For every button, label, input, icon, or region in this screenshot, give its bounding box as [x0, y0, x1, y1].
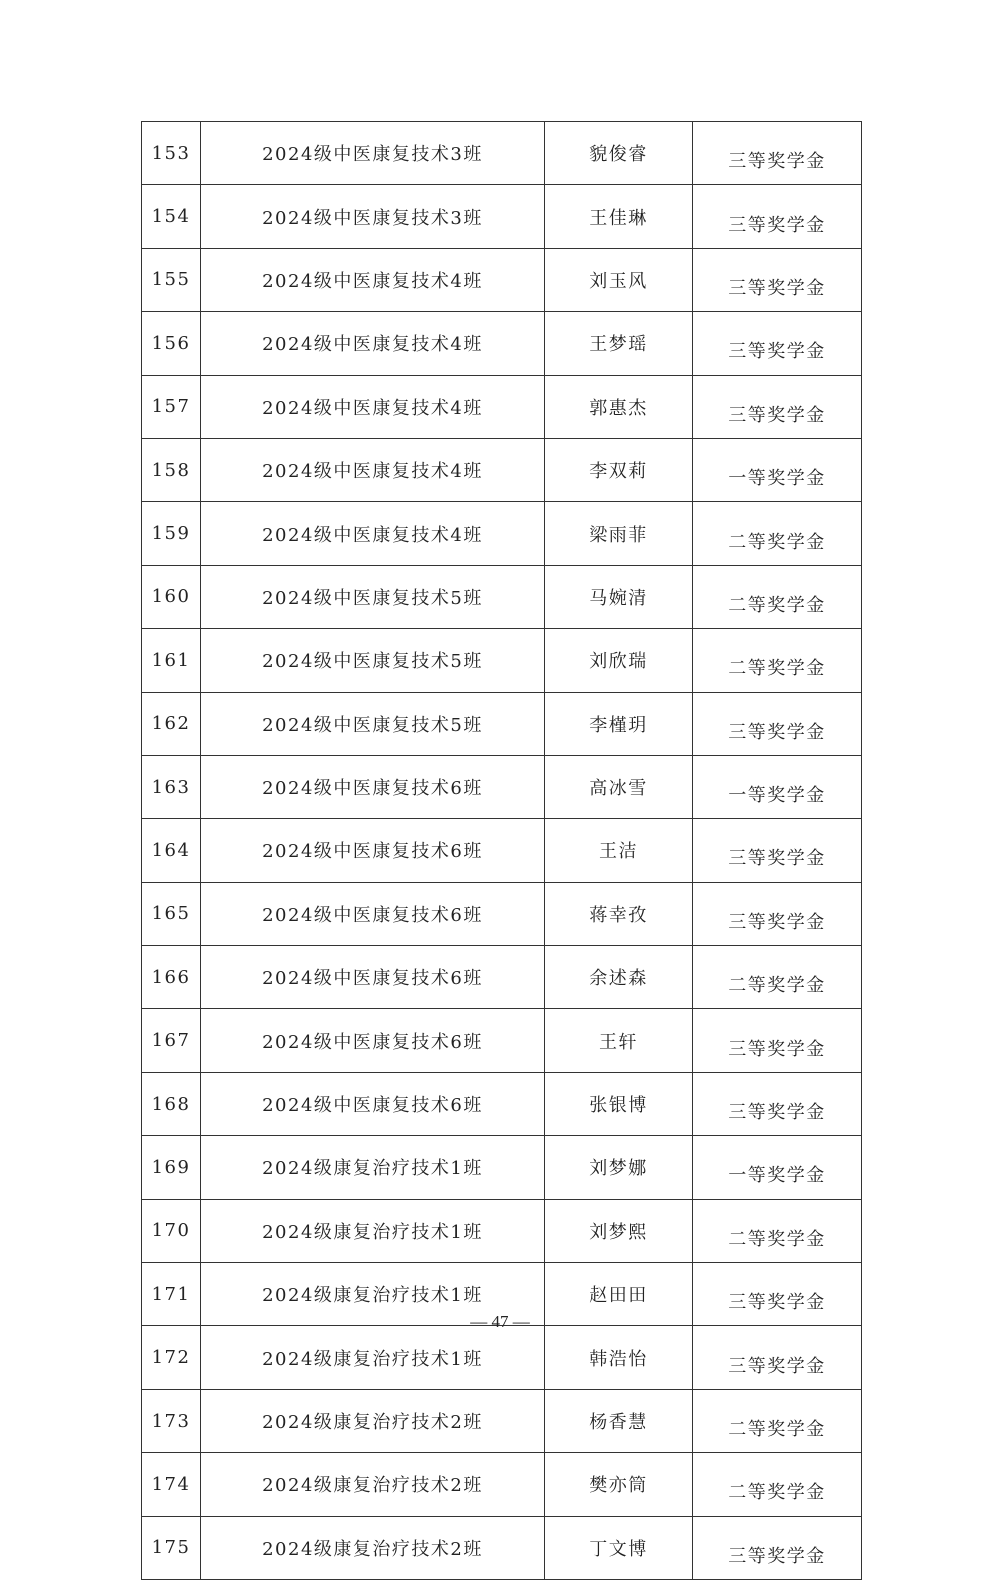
- student-name: 高冰雪: [545, 755, 693, 818]
- table-row: [142, 565, 862, 628]
- student-name: 梁雨菲: [545, 502, 693, 565]
- row-number: 165: [142, 882, 201, 945]
- table-row: [142, 502, 862, 565]
- award-level: 一等奖学金: [693, 1136, 862, 1199]
- award-level: 二等奖学金: [693, 1453, 862, 1516]
- award-level: 三等奖学金: [693, 1516, 862, 1579]
- class-name: 2024级康复治疗技术2班: [201, 1516, 545, 1579]
- row-number: 166: [142, 946, 201, 1009]
- student-name: 杨香慧: [545, 1389, 693, 1452]
- student-name: 李槿玥: [545, 692, 693, 755]
- row-number: 161: [142, 629, 201, 692]
- class-name: 2024级中医康复技术3班: [201, 185, 545, 248]
- student-name: 刘欣瑞: [545, 629, 693, 692]
- award-level: 三等奖学金: [693, 122, 862, 185]
- table-row: [142, 375, 862, 438]
- student-name: 丁文博: [545, 1516, 693, 1579]
- award-level: 二等奖学金: [693, 1199, 862, 1262]
- row-number: 163: [142, 755, 201, 818]
- row-number: 154: [142, 185, 201, 248]
- row-number: 155: [142, 248, 201, 311]
- table-row: [142, 629, 862, 692]
- student-name: 樊亦筒: [545, 1453, 693, 1516]
- class-name: 2024级中医康复技术6班: [201, 946, 545, 1009]
- student-name: 李双莉: [545, 438, 693, 501]
- page-number: — 47 —: [470, 1312, 530, 1331]
- student-name: 马婉清: [545, 565, 693, 628]
- class-name: 2024级康复治疗技术1班: [201, 1263, 545, 1326]
- row-number: 170: [142, 1199, 201, 1262]
- table-row: [142, 882, 862, 945]
- row-number: 160: [142, 565, 201, 628]
- row-number: 175: [142, 1516, 201, 1579]
- award-level: 三等奖学金: [693, 1009, 862, 1072]
- class-name: 2024级康复治疗技术1班: [201, 1326, 545, 1389]
- table-row: [142, 1453, 862, 1516]
- row-number: 174: [142, 1453, 201, 1516]
- table-row: [142, 438, 862, 501]
- row-number: 171: [142, 1263, 201, 1326]
- class-name: 2024级康复治疗技术2班: [201, 1389, 545, 1452]
- table-row: [142, 755, 862, 818]
- table-row: [142, 946, 862, 1009]
- class-name: 2024级中医康复技术5班: [201, 565, 545, 628]
- class-name: 2024级康复治疗技术1班: [201, 1199, 545, 1262]
- class-name: 2024级中医康复技术4班: [201, 375, 545, 438]
- table-row: [142, 819, 862, 882]
- row-number: 153: [142, 122, 201, 185]
- class-name: 2024级康复治疗技术1班: [201, 1136, 545, 1199]
- class-name: 2024级中医康复技术6班: [201, 882, 545, 945]
- class-name: 2024级中医康复技术6班: [201, 1072, 545, 1135]
- award-level: 三等奖学金: [693, 882, 862, 945]
- award-level: 一等奖学金: [693, 438, 862, 501]
- student-name: 韩浩怡: [545, 1326, 693, 1389]
- table-row: [142, 1326, 862, 1389]
- award-level: 三等奖学金: [693, 1326, 862, 1389]
- table-row: [142, 122, 862, 185]
- table-row: [142, 1516, 862, 1579]
- row-number: 159: [142, 502, 201, 565]
- class-name: 2024级中医康复技术6班: [201, 1009, 545, 1072]
- table-row: [142, 248, 862, 311]
- row-number: 173: [142, 1389, 201, 1452]
- award-level: 二等奖学金: [693, 1389, 862, 1452]
- row-number: 172: [142, 1326, 201, 1389]
- award-level: 三等奖学金: [693, 692, 862, 755]
- class-name: 2024级中医康复技术5班: [201, 692, 545, 755]
- award-level: 二等奖学金: [693, 629, 862, 692]
- award-level: 三等奖学金: [693, 185, 862, 248]
- table-body: [142, 122, 862, 1580]
- award-level: 二等奖学金: [693, 565, 862, 628]
- award-level: 三等奖学金: [693, 375, 862, 438]
- student-name: 王佳琳: [545, 185, 693, 248]
- scholarship-table: [141, 121, 862, 1580]
- class-name: 2024级中医康复技术4班: [201, 438, 545, 501]
- student-name: 郭惠杰: [545, 375, 693, 438]
- row-number: 164: [142, 819, 201, 882]
- student-name: 赵田田: [545, 1263, 693, 1326]
- student-name: 刘梦娜: [545, 1136, 693, 1199]
- table-row: [142, 1199, 862, 1262]
- class-name: 2024级中医康复技术3班: [201, 122, 545, 185]
- student-name: 王梦瑶: [545, 312, 693, 375]
- class-name: 2024级中医康复技术6班: [201, 755, 545, 818]
- class-name: 2024级中医康复技术6班: [201, 819, 545, 882]
- table-row: [142, 692, 862, 755]
- award-level: 二等奖学金: [693, 502, 862, 565]
- row-number: 158: [142, 438, 201, 501]
- award-level: 三等奖学金: [693, 1072, 862, 1135]
- class-name: 2024级中医康复技术4班: [201, 312, 545, 375]
- row-number: 168: [142, 1072, 201, 1135]
- row-number: 162: [142, 692, 201, 755]
- student-name: 蒋幸孜: [545, 882, 693, 945]
- student-name: 貌俊睿: [545, 122, 693, 185]
- award-level: 三等奖学金: [693, 312, 862, 375]
- award-level: 三等奖学金: [693, 248, 862, 311]
- student-name: 王轩: [545, 1009, 693, 1072]
- class-name: 2024级中医康复技术5班: [201, 629, 545, 692]
- award-level: 二等奖学金: [693, 946, 862, 1009]
- row-number: 156: [142, 312, 201, 375]
- table-row: [142, 1389, 862, 1452]
- table-row: [142, 1072, 862, 1135]
- class-name: 2024级中医康复技术4班: [201, 502, 545, 565]
- student-name: 余述森: [545, 946, 693, 1009]
- table-row: [142, 1136, 862, 1199]
- student-name: 王洁: [545, 819, 693, 882]
- award-level: 三等奖学金: [693, 819, 862, 882]
- row-number: 157: [142, 375, 201, 438]
- student-name: 张银博: [545, 1072, 693, 1135]
- award-level: 一等奖学金: [693, 755, 862, 818]
- student-name: 刘玉风: [545, 248, 693, 311]
- table-row: [142, 185, 862, 248]
- student-name: 刘梦熙: [545, 1199, 693, 1262]
- class-name: 2024级中医康复技术4班: [201, 248, 545, 311]
- table-row: [142, 312, 862, 375]
- row-number: 169: [142, 1136, 201, 1199]
- award-level: 三等奖学金: [693, 1263, 862, 1326]
- table-row: [142, 1009, 862, 1072]
- class-name: 2024级康复治疗技术2班: [201, 1453, 545, 1516]
- row-number: 167: [142, 1009, 201, 1072]
